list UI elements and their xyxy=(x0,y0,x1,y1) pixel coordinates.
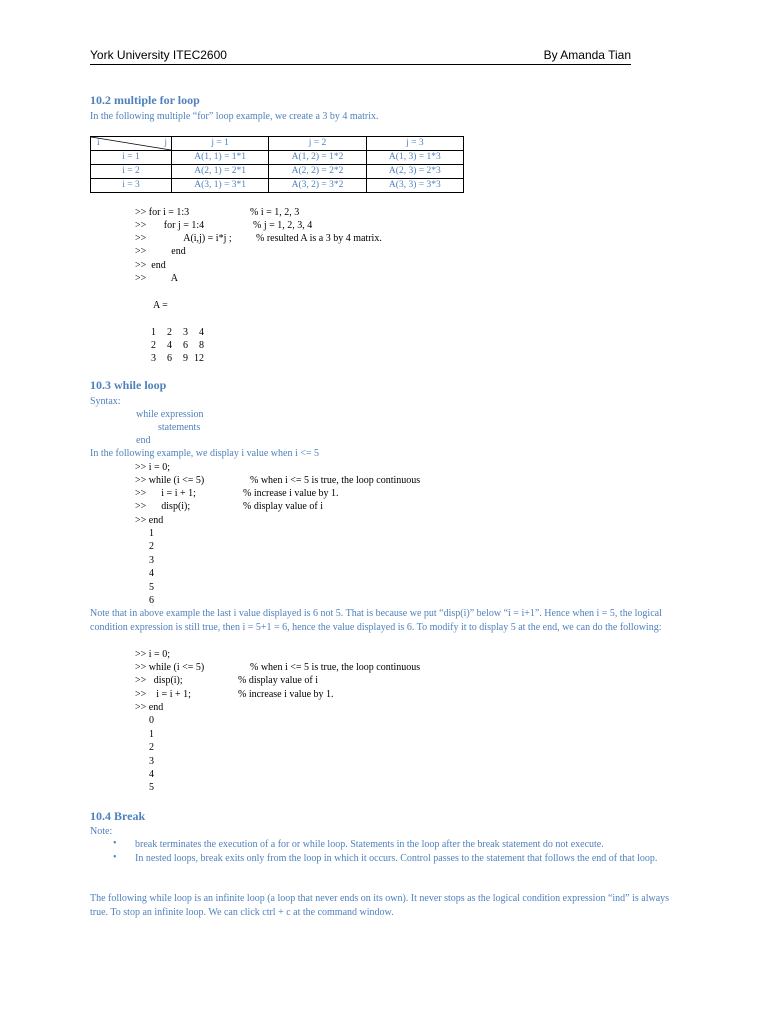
matrix-cell: 8 xyxy=(199,340,204,351)
header-rule xyxy=(90,64,631,65)
matrix-cell: 4 xyxy=(167,340,172,351)
matrix-row xyxy=(140,326,204,339)
table-cell: A(3, 3) = 3*3 xyxy=(366,179,463,193)
code-line: >> end xyxy=(135,515,164,526)
section-10-2-title: 10.2 multiple for loop xyxy=(90,93,200,107)
bullet-dot-icon: • xyxy=(113,838,117,849)
matrix-cell: 1 xyxy=(151,327,156,338)
output-line: 6 xyxy=(149,595,154,606)
code-comment: % resulted A is a 3 by 4 matrix. xyxy=(256,233,382,244)
matrix-cell: 9 xyxy=(183,353,188,364)
output-line: 2 xyxy=(149,742,154,753)
table-col-header: j = 2 xyxy=(269,137,366,151)
matrix-cell: 3 xyxy=(183,327,188,338)
syntax-line: statements xyxy=(158,422,201,433)
matrix-cell: 2 xyxy=(151,340,156,351)
code-line: >> A(i,j) = i*j ; xyxy=(135,233,232,244)
output-line: 3 xyxy=(149,756,154,767)
code-line: >> while (i <= 5) xyxy=(135,475,205,486)
code-line: >> end xyxy=(135,702,164,713)
code-comment: % i = 1, 2, 3 xyxy=(250,207,300,218)
code-line: >> i = i + 1; xyxy=(135,488,196,499)
table-cell: A(3, 1) = 3*1 xyxy=(172,179,269,193)
code-comment: % display value of i xyxy=(243,501,323,512)
table-cell: A(3, 2) = 3*2 xyxy=(269,179,366,193)
output-line: 4 xyxy=(149,769,154,780)
output-line: 5 xyxy=(149,782,154,793)
infinite-loop-paragraph: The following while loop is an infinite loop (a loop that never ends on its own). It never stops as the logical condition expression “ind” is always true. To stop an infinite loop. We can click ctrl + c at the command window. xyxy=(90,893,670,918)
syntax-line: while expression xyxy=(136,409,204,420)
code-line: >> A xyxy=(135,273,178,284)
header-course: York University ITEC2600 xyxy=(90,48,227,62)
matrix-cell: 6 xyxy=(167,353,172,364)
code-comment: % display value of i xyxy=(238,675,318,686)
table-cell: A(2, 2) = 2*2 xyxy=(269,165,366,179)
output-line: 1 xyxy=(149,528,154,539)
while-intro: In the following example, we display i value when i <= 5 xyxy=(90,448,320,459)
matrix-row xyxy=(140,339,204,352)
bullet-item: In nested loops, break exits only from the loop in which it occurs. Control passes to the statement that follows the end of that loop. xyxy=(135,853,658,864)
code-line: >> end xyxy=(135,246,186,257)
matrix-cell: 2 xyxy=(167,327,172,338)
output-line: 0 xyxy=(149,715,154,726)
code-line: >> for i = 1:3 xyxy=(135,207,190,218)
corner-i-label: i xyxy=(97,138,100,148)
table-corner-cell xyxy=(91,137,172,151)
code-line: >> disp(i); xyxy=(135,501,191,512)
matrix-cell: 6 xyxy=(183,340,188,351)
code-line: >> for j = 1:4 xyxy=(135,220,205,231)
result-label: A = xyxy=(153,300,168,311)
table-row xyxy=(91,151,464,165)
code-line: >> i = i + 1; xyxy=(135,689,191,700)
table-col-header: j = 3 xyxy=(366,137,463,151)
diagonal-divider xyxy=(91,137,171,150)
code-comment: % when i <= 5 is true, the loop continuous xyxy=(250,475,421,486)
output-line: 1 xyxy=(149,729,154,740)
section-10-4-title: 10.4 Break xyxy=(90,809,146,823)
code-line: >> while (i <= 5) xyxy=(135,662,205,673)
code-line: >> disp(i); xyxy=(135,675,183,686)
bullet-dot-icon: • xyxy=(113,852,117,863)
output-line: 2 xyxy=(149,541,154,552)
section-10-3-title: 10.3 while loop xyxy=(90,378,167,392)
table-col-header: j = 1 xyxy=(172,137,269,151)
table-cell: A(1, 3) = 1*3 xyxy=(366,151,463,165)
matrix-row xyxy=(140,352,204,365)
code-comment: % j = 1, 2, 3, 4 xyxy=(253,220,313,231)
table-cell: A(1, 1) = 1*1 xyxy=(172,151,269,165)
code-comment: % increase i value by 1. xyxy=(243,488,339,499)
table-header-row xyxy=(91,137,464,151)
syntax-line: end xyxy=(136,435,151,446)
bullet-item: break terminates the execution of a for or while loop. Statements in the loop after the break statement do not execute. xyxy=(135,839,604,850)
table-row-header: i = 2 xyxy=(91,165,172,179)
code-comment: % when i <= 5 is true, the loop continuous xyxy=(250,662,421,673)
table-row xyxy=(91,165,464,179)
while-note: Note that in above example the last i value displayed is 6 not 5. That is because we put “disp(i)” below “i = i+1”. Hence when i = 5, the logical condition expression is still true, then i = 5+1 = 6, hence the value displayed is 6. To modify it to display 5 at the end, we can do the following: xyxy=(90,608,662,633)
output-line: 3 xyxy=(149,555,154,566)
output-line: 5 xyxy=(149,582,154,593)
section-10-2-intro: In the following multiple “for” loop example, we create a 3 by 4 matrix. xyxy=(90,111,379,122)
matrix-cell: 12 xyxy=(194,353,204,364)
code-line: >> i = 0; xyxy=(135,649,170,660)
corner-j-label: j xyxy=(164,138,167,148)
code-line: >> end xyxy=(135,260,166,271)
syntax-label: Syntax: xyxy=(90,396,121,407)
index-table xyxy=(90,136,464,193)
table-row xyxy=(91,179,464,193)
note-label: Note: xyxy=(90,826,113,837)
header-author: By Amanda Tian xyxy=(543,48,631,62)
table-row-header: i = 1 xyxy=(91,151,172,165)
code-line: >> i = 0; xyxy=(135,462,170,473)
matrix-cell: 3 xyxy=(151,353,156,364)
result-matrix xyxy=(140,326,204,365)
code-comment: % increase i value by 1. xyxy=(238,689,334,700)
table-cell: A(2, 1) = 2*1 xyxy=(172,165,269,179)
table-cell: A(1, 2) = 1*2 xyxy=(269,151,366,165)
matrix-cell: 4 xyxy=(199,327,204,338)
output-line: 4 xyxy=(149,568,154,579)
table-row-header: i = 3 xyxy=(91,179,172,193)
table-cell: A(2, 3) = 2*3 xyxy=(366,165,463,179)
page-header xyxy=(90,48,631,64)
